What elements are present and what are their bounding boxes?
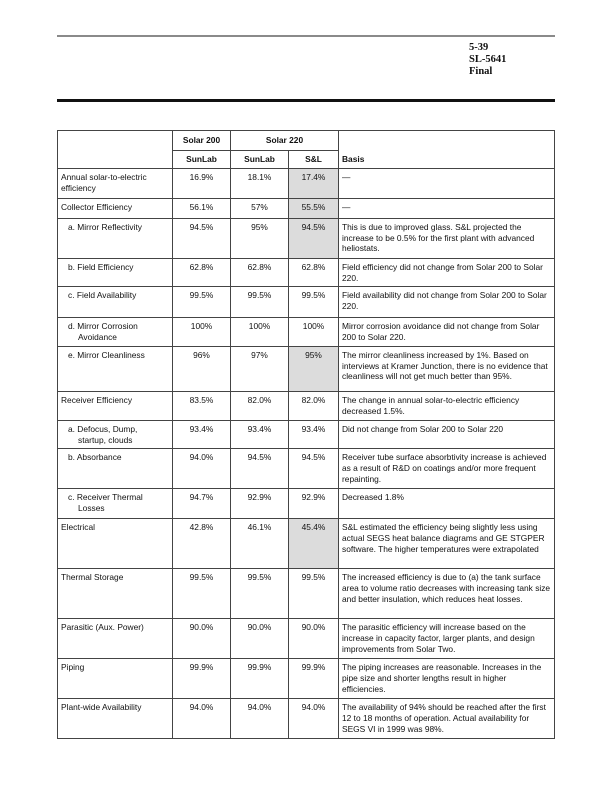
value-s220-sl: 99.5% — [289, 569, 339, 619]
value-s200-sunlab: 42.8% — [173, 519, 231, 569]
row-label-text: c. Field Availability — [68, 290, 137, 301]
col-header-s200-sunlab: SunLab — [173, 151, 231, 169]
value-s220-sl: 100% — [289, 318, 339, 347]
table-row — [58, 347, 555, 392]
value-s200-sunlab: 90.0% — [173, 619, 231, 659]
table-row — [58, 519, 555, 569]
basis-text: — — [339, 199, 555, 219]
value-s220-sl: 99.5% — [289, 287, 339, 318]
value-s220-sunlab: 94.0% — [231, 699, 289, 739]
document-status: Final — [469, 66, 493, 77]
value-s200-sunlab: 83.5% — [173, 392, 231, 421]
table-row — [58, 569, 555, 619]
value-s220-sl: 99.9% — [289, 659, 339, 699]
basis-text: Receiver tube surface absorbtivity increase is achieved as a result of R&D on coatings and/or more frequent repainting. — [339, 449, 555, 489]
basis-text: S&L estimated the efficiency being slightly less using actual SEGS heat balance diagrams and GE STGPER software. The higher temperatures were extrapolated — [339, 519, 555, 569]
value-s220-sl: 92.9% — [289, 489, 339, 519]
table-row — [58, 489, 555, 519]
table-row — [58, 169, 555, 199]
row-label-text: Receiver Efficiency — [61, 395, 133, 406]
basis-text: This is due to improved glass. S&L projected the increase to be 0.5% for the first plant with advanced heliostats. — [339, 219, 555, 259]
value-s220-sunlab: 99.9% — [231, 659, 289, 699]
table-row — [58, 392, 555, 421]
row-label — [58, 219, 173, 259]
value-s200-sunlab: 100% — [173, 318, 231, 347]
value-s200-sunlab: 94.0% — [173, 449, 231, 489]
top-rule — [57, 35, 555, 37]
value-s220-sl: 94.0% — [289, 699, 339, 739]
value-s200-sunlab: 94.0% — [173, 699, 231, 739]
row-label — [58, 449, 173, 489]
row-label-text: a. Mirror Reflectivity — [68, 222, 142, 232]
basis-text: The change in annual solar-to-electric efficiency decreased 1.5%. — [339, 392, 555, 421]
row-label-cont: startup, clouds — [78, 434, 133, 445]
row-label-text: Electrical — [61, 522, 95, 533]
value-s220-sunlab: 57% — [231, 199, 289, 219]
row-label-text: b. Absorbance — [68, 452, 122, 463]
row-label — [58, 259, 173, 287]
row-label — [58, 619, 173, 659]
basis-text: Field efficiency did not change from Solar 200 to Solar 220. — [339, 259, 555, 287]
value-s220-sl: 94.5% — [289, 449, 339, 489]
basis-text: The piping increases are reasonable. Increases in the pipe size and shorter lengths result in higher efficiencies. — [339, 659, 555, 699]
row-label — [58, 699, 173, 739]
row-label-text: c. Receiver Thermal — [68, 492, 143, 503]
table-row — [58, 421, 555, 449]
value-s200-sunlab: 93.4% — [173, 421, 231, 449]
table-row — [58, 449, 555, 489]
row-label — [58, 519, 173, 569]
row-label-text: Collector Efficiency — [61, 202, 133, 212]
row-label-text: a. Defocus, Dump, — [68, 424, 138, 435]
row-label — [58, 318, 173, 347]
value-s220-sl: 94.5% — [289, 219, 339, 259]
basis-text: — — [339, 169, 555, 199]
row-label — [58, 392, 173, 421]
value-s220-sunlab: 94.5% — [231, 449, 289, 489]
table-row — [58, 619, 555, 659]
basis-text: The mirror cleanliness increased by 1%. Based on interviews at Kramer Junction, there is no evidence that cleanliness will not get much better than 95%. — [339, 347, 555, 392]
col-header-s220-sl: S&L — [289, 151, 339, 169]
value-s200-sunlab: 96% — [173, 347, 231, 392]
value-s220-sl: 90.0% — [289, 619, 339, 659]
basis-text: Mirror corrosion avoidance did not change from Solar 200 to Solar 220. — [339, 318, 555, 347]
row-label-text: b. Field Efficiency — [68, 262, 134, 272]
table-row — [58, 659, 555, 699]
value-s220-sl: 45.4% — [289, 519, 339, 569]
row-label-text: Parasitic (Aux. Power) — [61, 622, 144, 633]
row-label-text: e. Mirror Cleanliness — [68, 350, 145, 361]
row-label-text: Piping — [61, 662, 85, 673]
page-number: 5-39 — [469, 42, 489, 53]
table-row — [58, 318, 555, 347]
basis-text: Decreased 1.8% — [339, 489, 555, 519]
value-s220-sl: 62.8% — [289, 259, 339, 287]
row-label — [58, 169, 173, 199]
table-row — [58, 219, 555, 259]
col-header-basis: Basis — [339, 131, 555, 169]
row-label — [58, 287, 173, 318]
row-label — [58, 421, 173, 449]
value-s220-sunlab: 18.1% — [231, 169, 289, 199]
value-s220-sunlab: 62.8% — [231, 259, 289, 287]
row-label — [58, 199, 173, 219]
blank-header — [58, 131, 173, 169]
basis-text: Field availability did not change from Solar 200 to Solar 220. — [339, 287, 555, 318]
value-s220-sunlab: 99.5% — [231, 569, 289, 619]
basis-text: The availability of 94% should be reached after the first 12 to 18 months of operation. Actual availability for SEGS VI in 1999 was 98%. — [339, 699, 555, 739]
group-header-solar220: Solar 220 — [231, 131, 339, 151]
value-s220-sunlab: 93.4% — [231, 421, 289, 449]
efficiency-table — [57, 130, 555, 739]
value-s220-sunlab: 100% — [231, 318, 289, 347]
value-s220-sl: 17.4% — [289, 169, 339, 199]
value-s200-sunlab: 99.5% — [173, 287, 231, 318]
row-label — [58, 347, 173, 392]
value-s220-sl: 93.4% — [289, 421, 339, 449]
value-s200-sunlab: 94.7% — [173, 489, 231, 519]
value-s220-sl: 55.5% — [289, 199, 339, 219]
value-s200-sunlab: 62.8% — [173, 259, 231, 287]
row-label-cont: Losses — [78, 502, 105, 513]
value-s200-sunlab: 16.9% — [173, 169, 231, 199]
value-s200-sunlab: 94.5% — [173, 219, 231, 259]
value-s220-sunlab: 90.0% — [231, 619, 289, 659]
row-label-text: Plant-wide Availability — [61, 702, 142, 713]
value-s220-sunlab: 82.0% — [231, 392, 289, 421]
value-s220-sl: 82.0% — [289, 392, 339, 421]
value-s220-sunlab: 97% — [231, 347, 289, 392]
value-s220-sl: 95% — [289, 347, 339, 392]
document-id: SL-5641 — [469, 54, 507, 65]
row-label-text: Thermal Storage — [61, 572, 124, 583]
row-label-text: d. Mirror Corrosion — [68, 321, 138, 332]
value-s220-sunlab: 95% — [231, 219, 289, 259]
page-header — [469, 42, 506, 78]
col-header-s220-sunlab: SunLab — [231, 151, 289, 169]
table-row — [58, 199, 555, 219]
row-label — [58, 489, 173, 519]
value-s220-sunlab: 46.1% — [231, 519, 289, 569]
row-label-cont: Avoidance — [78, 331, 117, 342]
group-header-solar200: Solar 200 — [173, 131, 231, 151]
header-rule — [57, 99, 555, 102]
value-s220-sunlab: 99.5% — [231, 287, 289, 318]
table-row — [58, 259, 555, 287]
table-row — [58, 699, 555, 739]
table-row — [58, 287, 555, 318]
value-s200-sunlab: 99.9% — [173, 659, 231, 699]
value-s200-sunlab: 99.5% — [173, 569, 231, 619]
value-s220-sunlab: 92.9% — [231, 489, 289, 519]
value-s200-sunlab: 56.1% — [173, 199, 231, 219]
basis-text: The parasitic efficiency will increase based on the increase in capacity factor, larger plants, and design improvements from Solar Two. — [339, 619, 555, 659]
basis-text: The increased efficiency is due to (a) the tank surface area to volume ratio decreases with increasing tank size and better insulation, which reduces heat losses. — [339, 569, 555, 619]
basis-text: Did not change from Solar 200 to Solar 220 — [339, 421, 555, 449]
row-label — [58, 569, 173, 619]
row-label-text: Annual solar-to-electric efficiency — [61, 172, 147, 193]
row-label — [58, 659, 173, 699]
